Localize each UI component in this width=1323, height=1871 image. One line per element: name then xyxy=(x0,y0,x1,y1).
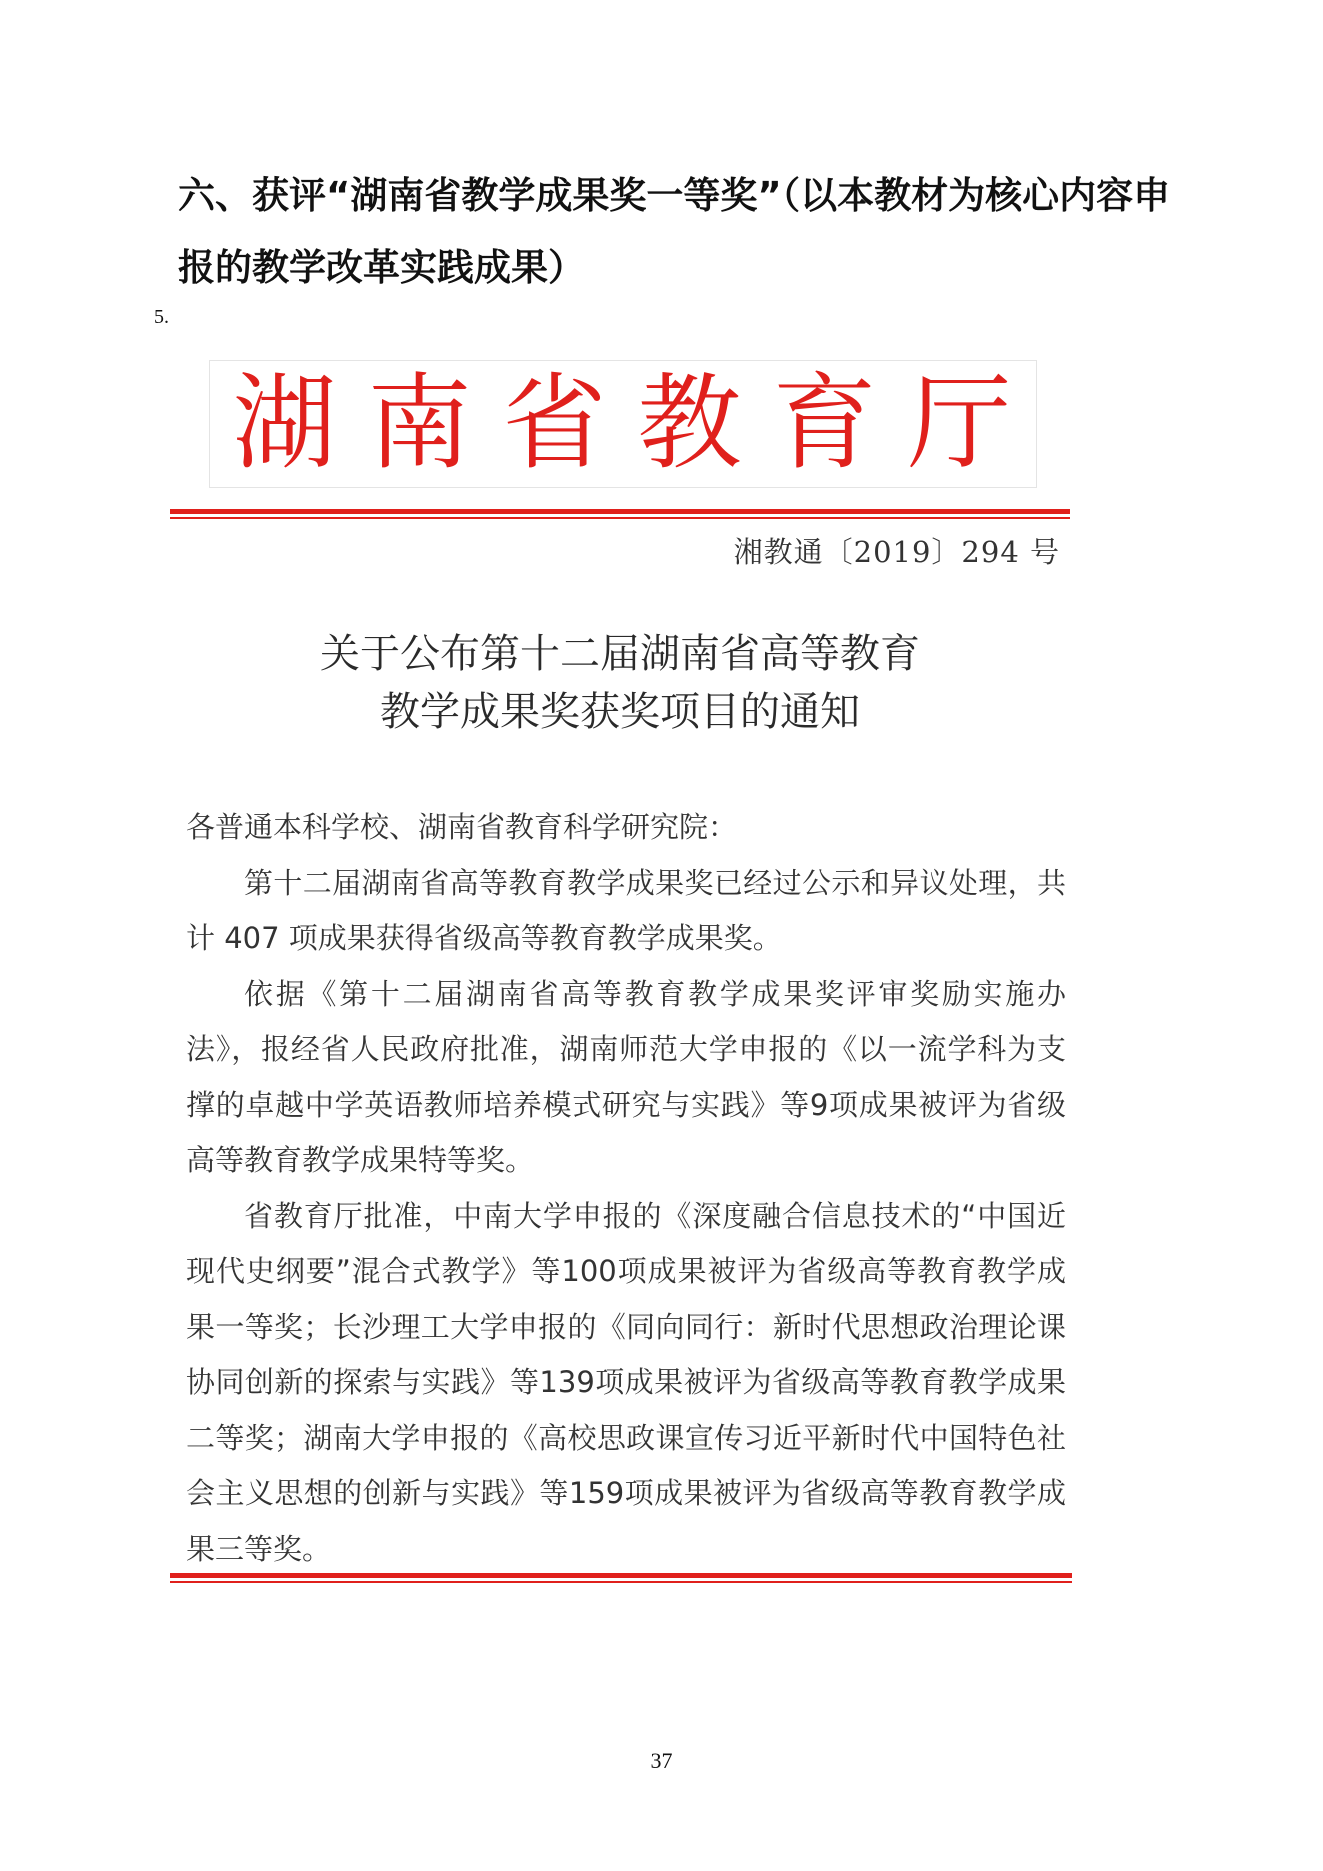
red-rule-top-thick xyxy=(170,509,1070,514)
notice-title-line: 教学成果奖获奖项目的通知 xyxy=(380,689,860,735)
red-rule-bottom-thick xyxy=(170,1573,1072,1578)
notice-title xyxy=(190,625,1050,741)
letterhead-char: 湖 xyxy=(232,362,337,484)
page-number: 37 xyxy=(650,1748,673,1773)
salutation: 各普通本科学校、湖南省教育科学研究院： xyxy=(186,810,738,844)
red-rule-bottom-thin xyxy=(170,1581,1072,1583)
body-paragraph: 第十二届湖南省高等教育教学成果奖已经过公示和异议处理，共计 407 项成果获得省级高等教育教学成果奖。 xyxy=(186,865,1066,955)
letterhead-char: 南 xyxy=(367,362,472,484)
section-heading: 六、获评“湖南省教学成果奖一等奖”（以本教材为核心内容申报的教学改革实践成果） xyxy=(178,174,1171,289)
document-number: 湘教通〔2019〕294 号 xyxy=(733,535,1060,569)
body-paragraph: 省教育厅批准，中南大学申报的《深度融合信息技术的“中国近现代史纲要”混合式教学》等100项成果被评为省级高等教育教学成果一等奖；长沙理工大学申报的《同向同行：新时代思想政治理论课协同创新的探索与实践》等139项成果被评为省级高等教育教学成果二等奖；湖南大学申报的《高校思政课宣传习近平新时代中国特色社会主义思想的创新与实践》等159项成果被评为省级高等教育教学成果三等奖。 xyxy=(186,1198,1066,1566)
notice-body xyxy=(186,800,1066,1577)
red-rule-top-thin xyxy=(170,517,1070,519)
letterhead-char: 厅 xyxy=(907,362,1012,484)
letterhead-char: 省 xyxy=(502,362,607,484)
body-paragraph: 依据《第十二届湖南省高等教育教学成果奖评审奖励实施办法》，报经省人民政府批准，湖南师范大学申报的《以一流学科为支撑的卓越中学英语教师培养模式研究与实践》等9项成果被评为省级高等教育教学成果特等奖。 xyxy=(186,976,1066,1177)
letterhead-char: 育 xyxy=(772,362,877,484)
letterhead-char: 教 xyxy=(637,362,742,484)
letterhead xyxy=(209,360,1035,486)
item-number: 5. xyxy=(154,306,169,328)
notice-title-line: 关于公布第十二届湖南省高等教育 xyxy=(320,631,920,677)
